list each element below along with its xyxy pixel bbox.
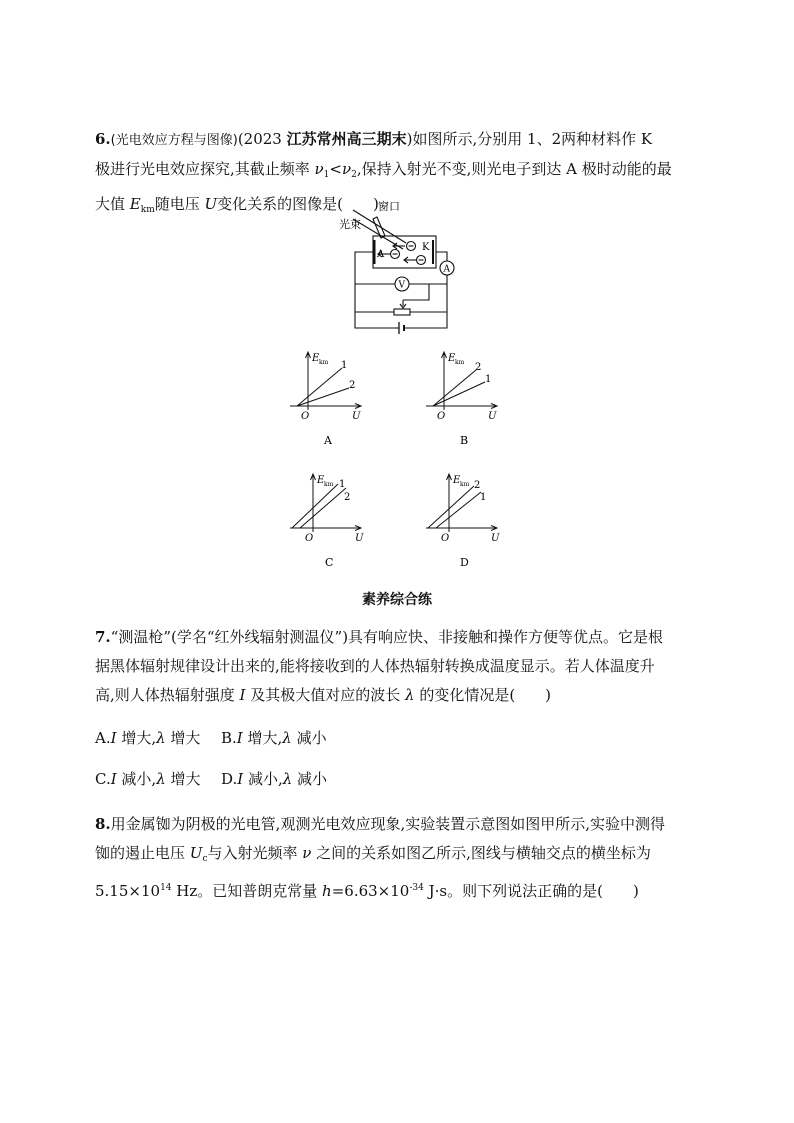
q8-line-2 bbox=[95, 839, 699, 874]
graph-B-y-label: E bbox=[448, 353, 456, 364]
option-lambda: λ bbox=[156, 770, 166, 788]
graph-A-label-upper: 1 bbox=[341, 360, 348, 371]
graph-C-line-upper bbox=[292, 484, 338, 528]
wire-right-down bbox=[439, 275, 447, 312]
exp-14: 14 bbox=[160, 883, 172, 893]
option-label: D. bbox=[221, 770, 238, 788]
graph-C-label-upper: 1 bbox=[339, 479, 346, 490]
graph-A-origin: O bbox=[301, 411, 310, 422]
q7-stem bbox=[95, 623, 699, 710]
q7-line-2 bbox=[95, 652, 699, 681]
graph-D-x-label: U bbox=[491, 533, 500, 544]
option-lambda: λ bbox=[282, 729, 292, 747]
graph-D-origin: O bbox=[441, 533, 450, 544]
q6-tag: (光电效应方程与图像) bbox=[110, 133, 238, 148]
graph-D-line-upper bbox=[428, 486, 474, 528]
q8-number: 8. bbox=[95, 815, 111, 833]
graph-C-line-lower bbox=[300, 488, 346, 528]
graph-C-origin: O bbox=[305, 533, 314, 544]
option-text-2: 减小 bbox=[292, 770, 328, 788]
q7-option-C[interactable] bbox=[95, 768, 201, 789]
option-lambda: λ bbox=[156, 729, 166, 747]
graph-B-line-upper bbox=[433, 370, 476, 406]
km-subscript: km bbox=[140, 205, 155, 215]
graph-C-x-label: U bbox=[355, 533, 364, 544]
graph-A bbox=[288, 348, 378, 448]
graph-D-line-lower bbox=[436, 492, 481, 528]
q6-source-open: (2023 bbox=[237, 130, 287, 148]
q7-line3b: 及其极大值对应的波长 bbox=[245, 686, 406, 704]
graph-D-label-lower: 1 bbox=[480, 492, 487, 503]
option-I: I bbox=[237, 770, 244, 788]
option-label: C. bbox=[95, 770, 111, 788]
q6-line3b: 随电压 bbox=[154, 195, 205, 213]
q8-line-1 bbox=[95, 810, 699, 839]
graph-C-y-label: E bbox=[317, 475, 325, 486]
graph-A-line-lower bbox=[297, 388, 349, 406]
graph-B-x-label: U bbox=[488, 411, 497, 422]
q8-stem bbox=[95, 810, 699, 906]
Uc-symbol: U bbox=[189, 844, 203, 862]
q8-line2b: 与入射光频率 bbox=[207, 844, 303, 862]
label-voltmeter: V bbox=[398, 280, 405, 291]
option-text-1: 减小, bbox=[116, 770, 157, 788]
q8-line3d: J·s。则下列说法正确的是( ) bbox=[423, 882, 639, 900]
option-label: B. bbox=[221, 729, 237, 747]
q7-line3a: 高,则人体热辐射强度 bbox=[95, 686, 240, 704]
option-lambda: λ bbox=[282, 770, 293, 788]
q7-line-1 bbox=[95, 623, 699, 652]
wire-slider bbox=[403, 284, 429, 300]
E-symbol: E bbox=[129, 195, 141, 213]
q6-line3c: 变化关系的图像是( ) bbox=[217, 195, 379, 213]
q7-line3c: 的变化情况是( ) bbox=[414, 686, 552, 704]
q8-line1: 用金属铷为阴极的光电管,观测光电效应现象,实验装置示意图如图甲所示,实验中测得 bbox=[110, 815, 665, 833]
graph-C bbox=[288, 470, 378, 570]
sub-2: 2 bbox=[351, 170, 357, 180]
nu1: ν bbox=[314, 160, 324, 178]
graph-B-label-upper: 2 bbox=[475, 362, 482, 373]
option-label: A. bbox=[95, 729, 111, 747]
graph-A-y-label: E bbox=[312, 353, 320, 364]
graph-C-label-lower: 2 bbox=[344, 492, 351, 503]
q8-line2a: 铷的遏止电压 bbox=[95, 844, 190, 862]
q7-number: 7. bbox=[95, 628, 111, 646]
q6-line1-rest: 如图所示,分别用 1、2两种材料作 K bbox=[412, 130, 653, 148]
sub-1: 1 bbox=[323, 170, 330, 180]
option-text-1: 增大, bbox=[116, 729, 157, 747]
graph-A-letter: A bbox=[324, 434, 332, 447]
exp-minus-34: -34 bbox=[409, 883, 424, 893]
graph-B-origin: O bbox=[437, 411, 446, 422]
graph-B-y-label-sub: km bbox=[455, 359, 465, 366]
q7-line1: “测温枪”(学名“红外线辐射测温仪”)具有响应快、非接触和操作方便等优点。它是根 bbox=[110, 628, 664, 646]
graph-B-line-lower bbox=[433, 382, 485, 406]
U-symbol: U bbox=[204, 195, 218, 213]
lambda-symbol: λ bbox=[405, 686, 415, 704]
q8-line-3 bbox=[95, 874, 699, 906]
option-I: I bbox=[110, 770, 117, 788]
q6-source-close: ) bbox=[406, 130, 413, 148]
wire-right bbox=[436, 252, 447, 261]
label-plate-A: A bbox=[377, 249, 385, 260]
c-subscript: c bbox=[202, 854, 208, 864]
graph-C-y-label-sub: km bbox=[324, 481, 334, 488]
label-plate-K: K bbox=[422, 242, 430, 253]
option-text-2: 增大 bbox=[165, 770, 201, 788]
graph-D-label-upper: 2 bbox=[474, 480, 481, 491]
q8-line3c: =6.63×10 bbox=[331, 882, 410, 900]
q7-option-B[interactable] bbox=[221, 727, 327, 748]
graph-C-letter: C bbox=[325, 556, 334, 569]
h-symbol: h bbox=[322, 882, 332, 900]
graph-D bbox=[424, 470, 514, 570]
graph-A-line-upper bbox=[297, 368, 342, 406]
nu2: ν bbox=[341, 160, 352, 178]
option-text-2: 减小 bbox=[291, 729, 327, 747]
q6-number: 6. bbox=[95, 130, 111, 148]
graph-B-label-lower: 1 bbox=[485, 374, 492, 385]
q7-option-D[interactable] bbox=[221, 768, 327, 789]
q6-line3a: 大值 bbox=[95, 195, 130, 213]
graph-A-label-lower: 2 bbox=[349, 380, 356, 391]
q8-line3b: Hz。已知普朗克常量 bbox=[171, 882, 323, 900]
option-I: I bbox=[110, 729, 117, 747]
option-text-2: 增大 bbox=[165, 729, 201, 747]
graph-B bbox=[424, 348, 514, 448]
label-window: 窗口 bbox=[378, 200, 400, 213]
q6-source: 江苏常州高三期末 bbox=[286, 130, 407, 148]
graph-D-y-label-sub: km bbox=[460, 481, 470, 488]
option-text-1: 增大, bbox=[242, 729, 283, 747]
q7-line-3 bbox=[95, 681, 699, 710]
option-text-1: 减小, bbox=[243, 770, 283, 788]
graph-D-letter: D bbox=[460, 556, 469, 569]
option-I: I bbox=[236, 729, 243, 747]
q6-line2b: ,保持入射光不变,则光电子到达 A 极时动能的最 bbox=[356, 160, 672, 178]
nu-symbol: ν bbox=[302, 844, 312, 862]
I-symbol: I bbox=[239, 686, 246, 704]
q8-line2c: 之间的关系如图乙所示,图线与横轴交点的横坐标为 bbox=[311, 844, 651, 862]
label-ammeter: A bbox=[443, 264, 450, 275]
q7-option-A[interactable] bbox=[95, 727, 200, 748]
section-heading: 素养综合练 bbox=[362, 592, 432, 608]
rheostat bbox=[394, 309, 410, 315]
label-beam: 光束 bbox=[339, 218, 361, 231]
q6-line2a: 极进行光电效应探究,其截止频率 bbox=[95, 160, 315, 178]
q7-line2: 据黑体辐射规律设计出来的,能将接收到的人体热辐射转换成温度显示。若人体温度升 bbox=[95, 657, 655, 675]
graph-A-y-label-sub: km bbox=[319, 359, 329, 366]
q8-line3a: 5.15×10 bbox=[95, 882, 161, 900]
graph-D-y-label: E bbox=[453, 475, 461, 486]
less-than: < bbox=[329, 160, 342, 178]
graph-B-letter: B bbox=[460, 434, 469, 447]
graph-A-x-label: U bbox=[352, 411, 361, 422]
